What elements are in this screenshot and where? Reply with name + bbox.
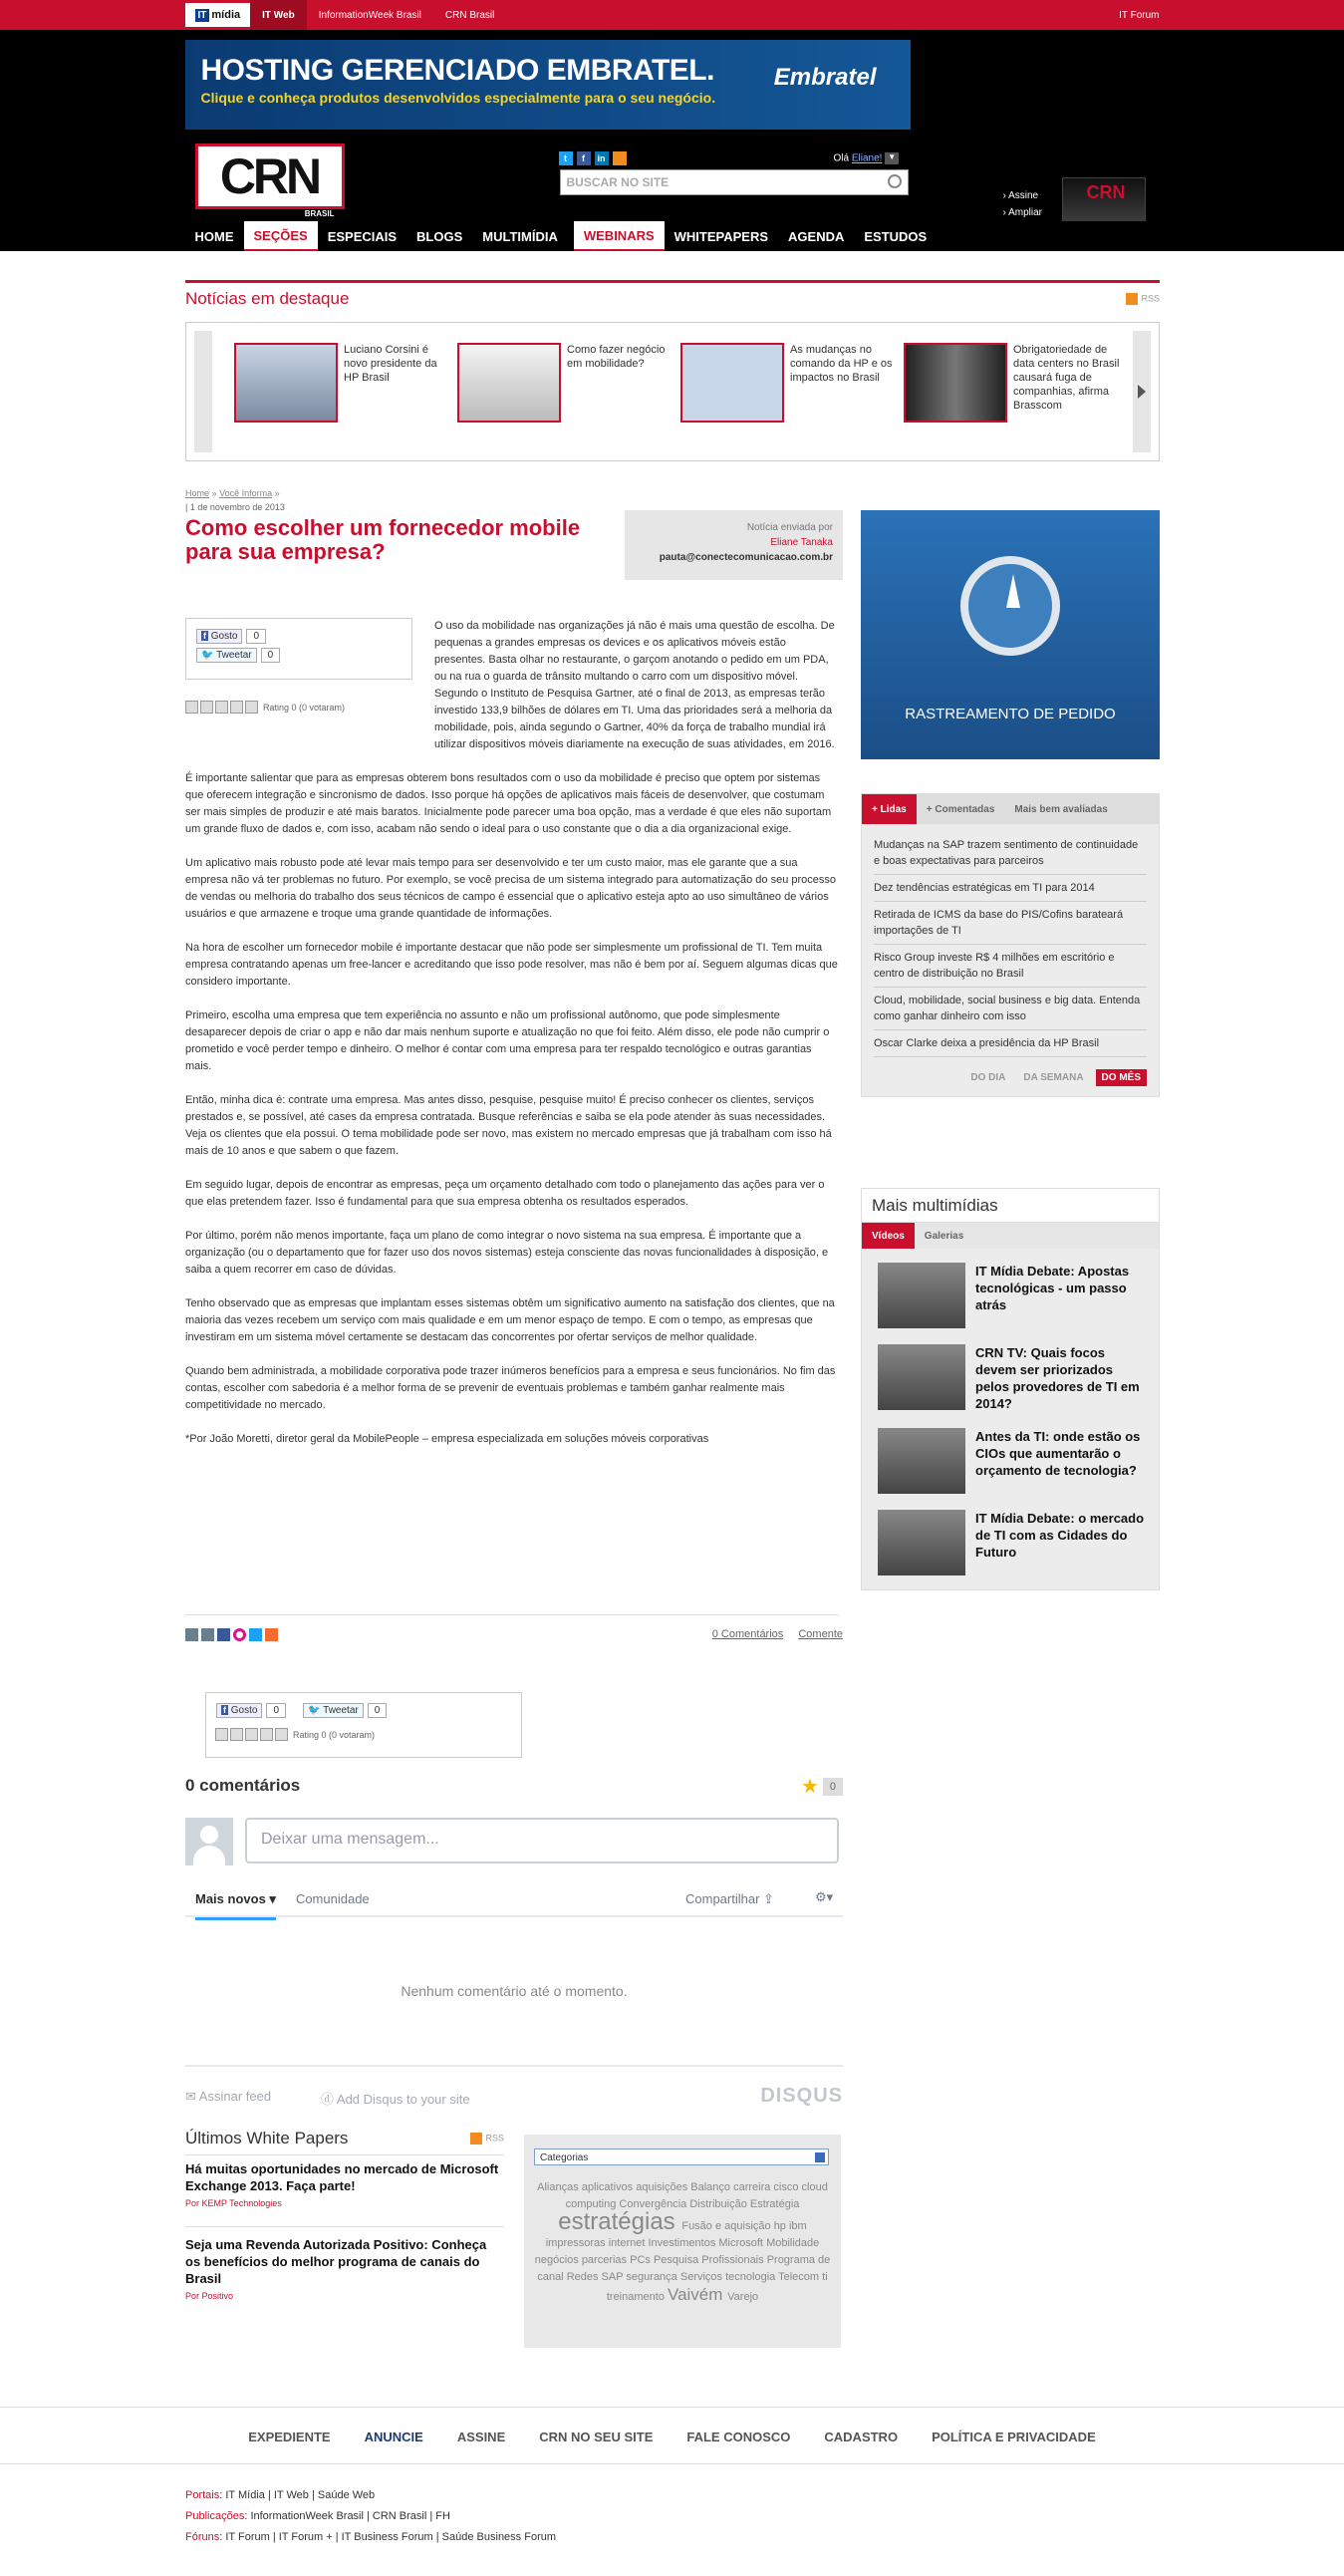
tag-link[interactable]: treinamento — [606, 2291, 668, 2303]
tab-galleries[interactable]: Galerias — [924, 1230, 964, 1242]
tag-link[interactable]: cloud computing — [565, 2181, 828, 2210]
share-box-bottom — [205, 1692, 522, 1758]
tweet-count: 0 — [368, 1703, 388, 1718]
article-paragraph: Quando bem administrada, a mobilidade corporativa pode trazer inúmeros benefícios para a empresa e seus funcionários. No fim das contas, escolher com sabedoria é a melhor forma de se prevenir de eventuais problemas e também ganhar realmente mais competitividade no mercado. — [185, 1365, 836, 1411]
nav-whitepapers[interactable]: WHITEPAPERS — [673, 228, 769, 244]
most-read-item[interactable]: Oscar Clarke deixa a presidência da HP Brasil — [874, 1030, 1147, 1057]
tag-link[interactable]: aplicativos — [581, 2181, 637, 2193]
tab-community[interactable]: Comunidade — [295, 1891, 370, 1906]
whitepaper-item[interactable] — [185, 2236, 504, 2301]
comment-links — [700, 1628, 843, 1640]
comment-link[interactable]: Comente — [798, 1628, 843, 1640]
period-month[interactable]: DO MÊS — [1096, 1069, 1147, 1086]
article-paragraph: Primeiro, escolha uma empresa que tem experiência no assunto e não um profissional autônomo, que pode simplesmente desaparecer depois de criar o app e não dar mais nenhum suporte e atualização no que foi feito. Além disso, ele pode não cumprir o prometido e você perder tempo e dinheiro. O melhor é contar com uma empresa para ter respaldo tecnológico e outras garantias mais. — [185, 1009, 830, 1072]
gear-icon[interactable]: ⚙▾ — [815, 1889, 834, 1904]
footer-link-cadastro[interactable]: CADASTRO — [824, 2429, 899, 2444]
highlight-text: Obrigatoriedade de data centers no Brasil causará fuga de companhias, afirma Brasscom — [1013, 344, 1120, 412]
multimedia-box — [861, 1188, 1160, 1590]
chevron-down-icon[interactable]: ▼ — [885, 152, 899, 164]
sender-box — [625, 510, 843, 580]
divider — [185, 1614, 839, 1615]
whitepaper-author: Por KEMP Technologies — [185, 2198, 282, 2208]
itmidia-logo-it: IT — [195, 9, 210, 22]
most-read-item[interactable]: Retirada de ICMS da base do PIS/Cofins barateará importações de TI — [874, 902, 1147, 945]
tag-link[interactable]: PCs — [630, 2254, 654, 2266]
rss-icon — [470, 2133, 482, 2145]
facebook-like-button[interactable]: f Gosto — [196, 629, 242, 644]
nav-especiais[interactable]: ESPECIAIS — [327, 228, 398, 244]
tag-link[interactable]: Vaivém — [668, 2285, 728, 2304]
divider — [185, 2065, 843, 2067]
crn-logo-sub: BRASIL — [302, 209, 338, 218]
ad-label: RASTREAMENTO DE PEDIDO — [905, 706, 1116, 722]
search-icon[interactable] — [888, 174, 902, 188]
recommend-button[interactable] — [801, 1774, 843, 1799]
star-icon[interactable] — [230, 1728, 243, 1741]
tag-link[interactable]: Microsoft — [718, 2237, 767, 2249]
banner-subtitle: Clique e conheça produtos desenvolvidos especialmente para o seu negócio. — [200, 90, 716, 106]
sidebar — [861, 510, 1160, 1626]
tag-link[interactable]: Convergência — [619, 2198, 690, 2210]
magazine-cover-title: CRN — [1086, 182, 1126, 202]
twitter-icon[interactable] — [249, 1628, 262, 1641]
period-day[interactable]: DO DIA — [970, 1072, 1006, 1083]
multimedia-title-text: IT Mídia Debate: Apostas tecnológicas - um passo atrás — [975, 1264, 1130, 1312]
tag-link[interactable]: carreira — [733, 2181, 774, 2193]
tag-link[interactable]: aquisições — [636, 2181, 691, 2193]
email-icon[interactable] — [201, 1628, 214, 1641]
most-read-box — [861, 793, 1160, 1097]
highlight-text: As mudanças no comando da HP e os impactos no Brasil — [790, 344, 893, 384]
facebook-icon[interactable] — [217, 1628, 230, 1641]
disqus-logo[interactable]: DISQUS — [760, 2085, 843, 2107]
tab-videos[interactable]: Vídeos — [862, 1223, 915, 1249]
tag-link[interactable]: Fusão e aquisição — [681, 2220, 774, 2232]
like-count: 0 — [246, 629, 266, 644]
share-comments[interactable]: Compartilhar ⇪ — [685, 1891, 774, 1906]
tab-most-read[interactable]: + Lidas — [862, 794, 917, 824]
tag-link[interactable]: tecnologia — [725, 2271, 779, 2283]
tag-link[interactable]: Mobilidade — [766, 2237, 820, 2249]
article-body — [185, 618, 839, 1465]
nav-blogs[interactable]: BLOGS — [416, 228, 463, 244]
breadcrumb-sep: » — [211, 488, 217, 498]
comments-count-link[interactable]: 0 Comentários — [711, 1628, 784, 1640]
whitepaper-item[interactable] — [185, 2160, 504, 2208]
like-count: 0 — [266, 1703, 286, 1718]
tag-link[interactable]: parcerias — [581, 2254, 631, 2266]
banner-title: HOSTING GERENCIADO EMBRATEL. — [200, 54, 714, 87]
article-paragraph: *Por João Moretti, diretor geral da MobilePeople – empresa especializada em soluções móveis corporativas — [185, 1433, 709, 1445]
account-links — [1003, 187, 1042, 221]
star-icon[interactable] — [260, 1728, 273, 1741]
video-thumb — [878, 1510, 965, 1575]
whitepaper-title: Seja uma Revenda Autorizada Positivo: Conheça os benefícios do melhor programa de canais do Brasil — [185, 2237, 487, 2286]
divider — [185, 2226, 504, 2227]
tag-link[interactable]: impressoras — [545, 2237, 609, 2249]
article-paragraph: Tenho observado que as empresas que implantam esses sistemas obtêm um significativo aumento na satisfação dos clientes, que na maioria das vezes recebem um serviço com mais qualidade e em um menor espaço de tempo. E com o tempo, as empresas que investiram em um sistema móvel certamente se destacam das concorrentes por ofertar serviços de melhor qualidade. — [185, 1297, 835, 1343]
rss-icon[interactable] — [613, 151, 627, 165]
crn-logo[interactable] — [195, 143, 345, 218]
period-filter — [862, 1065, 1159, 1096]
tag-link[interactable]: Distribuição — [689, 2198, 750, 2210]
user-greeting — [834, 152, 900, 164]
topbar-link-itweb[interactable]: IT Web — [250, 0, 307, 30]
tag-link[interactable]: Redes — [566, 2271, 602, 2283]
tag-link[interactable]: Estratégia — [749, 2198, 800, 2210]
whitepapers-rss[interactable]: RSS — [470, 2133, 504, 2145]
breadcrumb-home[interactable]: Home — [185, 488, 210, 498]
tag-link[interactable]: estratégias — [558, 2208, 682, 2235]
footer-link-privacidade[interactable]: POLÍTICA E PRIVACIDADE — [932, 2429, 1096, 2444]
carousel-prev-button[interactable] — [194, 331, 212, 452]
greeting-text: Olá — [833, 152, 850, 164]
highlights-carousel — [185, 322, 1160, 461]
divider — [185, 1915, 843, 1917]
highlight-thumb — [680, 343, 784, 423]
rss-icon — [1126, 293, 1138, 305]
most-read-item[interactable]: Cloud, mobilidade, social business e big data. Entenda como ganhar dinheiro com isso — [874, 988, 1147, 1030]
period-week[interactable]: DA SEMANA — [1023, 1072, 1084, 1083]
user-name-link[interactable]: Eliane! — [851, 152, 883, 164]
multimedia-title-text: IT Mídia Debate: o mercado de TI com as Cidades do Futuro — [975, 1511, 1145, 1560]
divider — [185, 2154, 504, 2155]
article-share-icons — [185, 1628, 278, 1641]
multimedia-title-text: Antes da TI: onde estão os CIOs que aumentarão o orçamento de tecnologia? — [975, 1429, 1141, 1478]
star-icon[interactable] — [275, 1728, 288, 1741]
itmidia-logo-midia: mídia — [211, 9, 241, 21]
highlight-text: Luciano Corsini é novo presidente da HP Brasil — [344, 344, 437, 384]
tag-cloud — [524, 2135, 841, 2348]
article-paragraph: Na hora de escolher um fornecedor mobile é importante destacar que não pode ser simplesmente um profissional de TI. Tem muita empresa contratando apenas um free-lancer e acreditando que isso pode resolver, mas não é bem por aí. Seguem algumas dicas que considero importante. — [185, 942, 838, 988]
footer-link-crn-site[interactable]: CRN NO SEU SITE — [539, 2429, 654, 2444]
footer-link-anuncie[interactable]: ANUNCIE — [364, 2429, 423, 2444]
compass-icon — [960, 556, 1060, 656]
tag-link[interactable]: Investimentos — [648, 2237, 719, 2249]
linkedin-icon[interactable]: in — [595, 151, 609, 165]
video-thumb — [878, 1263, 965, 1328]
highlight-text: Como fazer negócio em mobilidade? — [567, 344, 666, 370]
tag-link[interactable]: Alianças — [537, 2181, 582, 2193]
search-placeholder: BUSCAR NO SITE — [566, 175, 670, 189]
highlight-item[interactable] — [680, 343, 900, 423]
sender-label: Notícia enviada por — [746, 522, 833, 533]
subscribe-feed-link[interactable]: ✉ Assinar feed — [185, 2089, 272, 2104]
main-nav — [0, 221, 1344, 251]
highlight-item[interactable] — [904, 343, 1123, 423]
embratel-logo: Embratel — [773, 64, 877, 91]
article-paragraph: Em seguido lugar, depois de encontrar as empresas, peça um orçamento detalhado com todo o planejamento das ações para ver o que elas pretendem fazer. Isso é fundamental para que sua empresa obtenha os resultados esperados. — [185, 1179, 825, 1208]
rating-text: Rating 0 (0 votaram) — [263, 702, 346, 713]
multimedia-title: Mais multimídias — [862, 1189, 1159, 1223]
tag-link[interactable]: internet — [608, 2237, 649, 2249]
breadcrumb-section[interactable]: Você Informa — [219, 488, 273, 498]
tag-link[interactable]: cisco — [773, 2181, 802, 2193]
footer-link-expediente[interactable]: EXPEDIENTE — [248, 2429, 331, 2444]
comments-section — [185, 1692, 843, 2131]
rating-text: Rating 0 (0 votaram) — [293, 1729, 376, 1740]
bottom-rating — [215, 1728, 375, 1741]
footer-portais[interactable]: Portais: IT Mídia | IT Web | Saúde Web — [185, 2489, 376, 2501]
recommend-count: 0 — [823, 1778, 843, 1796]
breadcrumb — [185, 488, 843, 498]
highlight-item[interactable] — [457, 343, 676, 423]
search-input[interactable] — [560, 169, 909, 195]
multimedia-item[interactable] — [862, 1502, 1159, 1583]
tab-most-commented[interactable]: + Comentadas — [926, 803, 995, 815]
highlight-thumb — [234, 343, 338, 423]
multimedia-item[interactable] — [862, 1336, 1159, 1420]
footer-link-assine[interactable]: ASSINE — [456, 2429, 506, 2444]
highlight-item[interactable] — [234, 343, 453, 423]
embratel-banner[interactable] — [185, 40, 911, 130]
top-bar — [0, 0, 1344, 30]
tag-link[interactable]: segurança — [626, 2271, 680, 2283]
nav-home[interactable]: HOME — [194, 228, 234, 244]
add-disqus-link[interactable]: ⓓ Add Disqus to your site — [321, 2092, 470, 2107]
star-icon[interactable] — [245, 1728, 258, 1741]
most-read-item[interactable]: Mudanças na SAP trazem sentimento de continuidade e boas expectativas para parceiros — [874, 832, 1147, 875]
tweet-button[interactable]: 🐦 Tweetar — [303, 1703, 364, 1718]
topbar-link-itforum[interactable]: IT Forum — [1119, 9, 1160, 21]
subscribe-link[interactable]: › Assine — [1002, 190, 1039, 201]
article-paragraph: O uso da mobilidade nas organizações já não é mais uma questão de escolha. De pequenas a grandes empresas os devices e os aplicativos móveis estão presentes. Basta olhar no restaurante, o garçom anotando o pedido em um PDA, ou na rua o guarda de trânsito multando o carro com um dispositivo móvel. Segundo o Instituto de Pesquisa Gartner, até o final de 2013, as empresas terão investido 133,9 bilhões de dólares em TI. Uma das prioridades será a melhoria da mobilidade, pois, ainda segundo o Gartner, 40% da força de trabalho mundial irá utilizar dispositivos móveis diariamente na execução de suas atividades, em 2016. — [434, 620, 835, 750]
article-title: Como escolher um fornecedor mobile para sua empresa? — [185, 515, 581, 564]
categories-select[interactable]: Categorias — [534, 2148, 829, 2165]
footer-nav — [0, 2407, 1344, 2464]
tag-link[interactable]: Pesquisa — [653, 2254, 702, 2266]
facebook-icon[interactable]: f — [577, 151, 591, 165]
itmidia-logo[interactable] — [185, 3, 251, 27]
tag-link[interactable]: Varejo — [727, 2291, 759, 2303]
tag-link[interactable]: SAP — [601, 2271, 627, 2283]
footer-foruns[interactable]: Fóruns: IT Forum | IT Forum + | IT Business Forum | Saúde Business Forum — [185, 2531, 557, 2543]
star-icon[interactable] — [215, 1728, 228, 1741]
whitepaper-author: Por Positivo — [185, 2291, 234, 2301]
tweet-button[interactable]: 🐦 Tweetar — [196, 648, 257, 663]
tab-newest[interactable]: Mais novos ▾ — [195, 1891, 276, 1920]
facebook-like-button[interactable]: f Gosto — [216, 1703, 262, 1718]
article-paragraph: Por último, porém não menos importante, faça um plano de como integrar o novo sistema na sua empresa. É importante que a organização (ou o departamento que for fazer uso dos novos sistemas) esteja consciente das novas funcionalidades à disposição, e saiba a quem recorrer em caso de dúvidas. — [185, 1230, 829, 1276]
site-header — [0, 30, 1344, 221]
nav-agenda[interactable]: AGENDA — [788, 228, 845, 244]
tag-link[interactable]: Balanço — [690, 2181, 734, 2193]
tag-words — [534, 2179, 831, 2306]
tag-link[interactable]: negócios — [534, 2254, 582, 2266]
topbar-link-informationweek[interactable]: InformationWeek Brasil — [318, 9, 421, 21]
twitter-icon[interactable]: t — [559, 151, 573, 165]
enlarge-link[interactable]: › Ampliar — [1002, 207, 1042, 218]
multimedia-title-text: CRN TV: Quais focos devem ser priorizados pelos provedores de TI em 2014? — [975, 1345, 1140, 1411]
tag-link[interactable]: Telecom — [778, 2271, 823, 2283]
tweet-count: 0 — [261, 648, 281, 663]
nav-estudos[interactable]: ESTUDOS — [864, 228, 928, 244]
carousel-next-button[interactable] — [1133, 331, 1151, 452]
video-thumb — [878, 1428, 965, 1494]
highlight-thumb — [457, 343, 561, 423]
tag-link[interactable]: Profissionais — [701, 2254, 767, 2266]
highlights-rss[interactable]: RSS — [1126, 293, 1160, 305]
social-links — [559, 151, 627, 165]
tag-link[interactable]: ti — [822, 2271, 828, 2283]
multimedia-item[interactable] — [862, 1255, 1159, 1336]
footer-link-contato[interactable]: FALE CONOSCO — [686, 2429, 791, 2444]
article-paragraph: Um aplicativo mais robusto pode até levar mais tempo para ser desenvolvido e ter um custo maior, mas ele garante que a sua empresa não vá ter problemas no futuro. Por exemplo, se você precisa de um sistema integrado para automatização do seu processo de vendas ou melhoria do trabalho dos seus técnicos de campo é essencial que o aplicativo esteja apto ao uso simultâneo de vários usuários e que armazene e troque uma grande quantidade de informações. — [185, 857, 837, 920]
crn-logo-text: CRN — [219, 148, 320, 204]
nav-multimidia[interactable]: MULTIMÍDIA — [482, 228, 558, 244]
print-icon[interactable] — [185, 1628, 198, 1641]
tag-link[interactable]: Programa de canal — [537, 2254, 831, 2283]
no-comments-text: Nenhum comentário até o momento. — [401, 1983, 628, 1999]
highlights-title: Notícias em destaque — [185, 289, 350, 308]
tracking-ad[interactable] — [861, 510, 1160, 759]
highlight-thumb — [904, 343, 1007, 423]
most-read-item[interactable]: Risco Group investe R$ 4 milhões em escritório e centro de distribuição no Brasil — [874, 945, 1147, 988]
avatar — [185, 1818, 233, 1865]
tab-best-rated[interactable]: Mais bem avaliadas — [1014, 803, 1108, 815]
article-paragraph: É importante salientar que para as empresas obterem bons resultados com o uso da mobilidade é preciso que optem por sistemas que oferecem integração e sincronismo de dados. Isso porque há opções de aplicativos mais fáceis de desenvolver, que costumam ser mais simples de produzir e até mais baratos. Inicialmente pode parecer uma boa opção, mas a verdade é que eles não suportam um grande fluxo de dados e, com isso, acabam não sendo o ideal para o uso constante que o dia a dia organizacional exige. — [185, 772, 832, 835]
comment-input[interactable]: Deixar uma mensagem... — [245, 1818, 839, 1863]
topbar-link-crn[interactable]: CRN Brasil — [444, 9, 495, 21]
tag-link[interactable]: ibm — [788, 2220, 807, 2232]
whitepaper-title: Há muitas oportunidades no mercado de Microsoft Exchange 2013. Faça parte! — [185, 2161, 499, 2193]
tag-link[interactable]: hp — [773, 2220, 789, 2232]
plus-share-icon[interactable] — [265, 1628, 278, 1641]
multimedia-item[interactable] — [862, 1420, 1159, 1502]
nav-secoes[interactable]: SEÇÕES — [244, 221, 318, 251]
most-read-item[interactable]: Dez tendências estratégicas em TI para 2014 — [874, 875, 1147, 902]
article — [185, 488, 843, 1644]
footer-links — [185, 2485, 556, 2548]
sender-email: pauta@conectecomunicacao.com.br — [659, 552, 833, 563]
highlights-rule — [185, 280, 1160, 283]
whitepapers-title: Últimos White Papers — [185, 2129, 349, 2147]
sender-name: Eliane Tanaka — [770, 537, 833, 548]
article-paragraph: Então, minha dica é: contrate uma empresa. Mas antes disso, pesquise, pesquise muito! É preciso conhecer os clientes, serviços prestados e, se possível, até cases da empresa contratada. Busque referências e saiba se ela pode atender às suas necessidades. Veja os clientes que ela possui. O tema mobilidade pode ser novo, mas existem no mercado empresas que já trabalham com isso há mais de 10 anos e que sabem o que fazem. — [185, 1094, 832, 1157]
orkut-icon[interactable] — [233, 1628, 246, 1641]
comments-title: 0 comentários — [185, 1776, 301, 1795]
whitepapers-section — [185, 2125, 843, 2374]
article-date: | 1 de novembro de 2013 — [185, 502, 285, 512]
video-thumb — [878, 1344, 965, 1410]
breadcrumb-sep: » — [274, 488, 280, 498]
tag-link[interactable]: Serviços — [679, 2271, 726, 2283]
highlights-section — [185, 280, 1160, 459]
star-icon: ★ — [800, 1776, 819, 1798]
footer-publicacoes[interactable]: Publicações: InformationWeek Brasil | CRN Brasil | FH — [185, 2510, 450, 2522]
nav-webinars[interactable]: WEBINARS — [574, 221, 665, 251]
